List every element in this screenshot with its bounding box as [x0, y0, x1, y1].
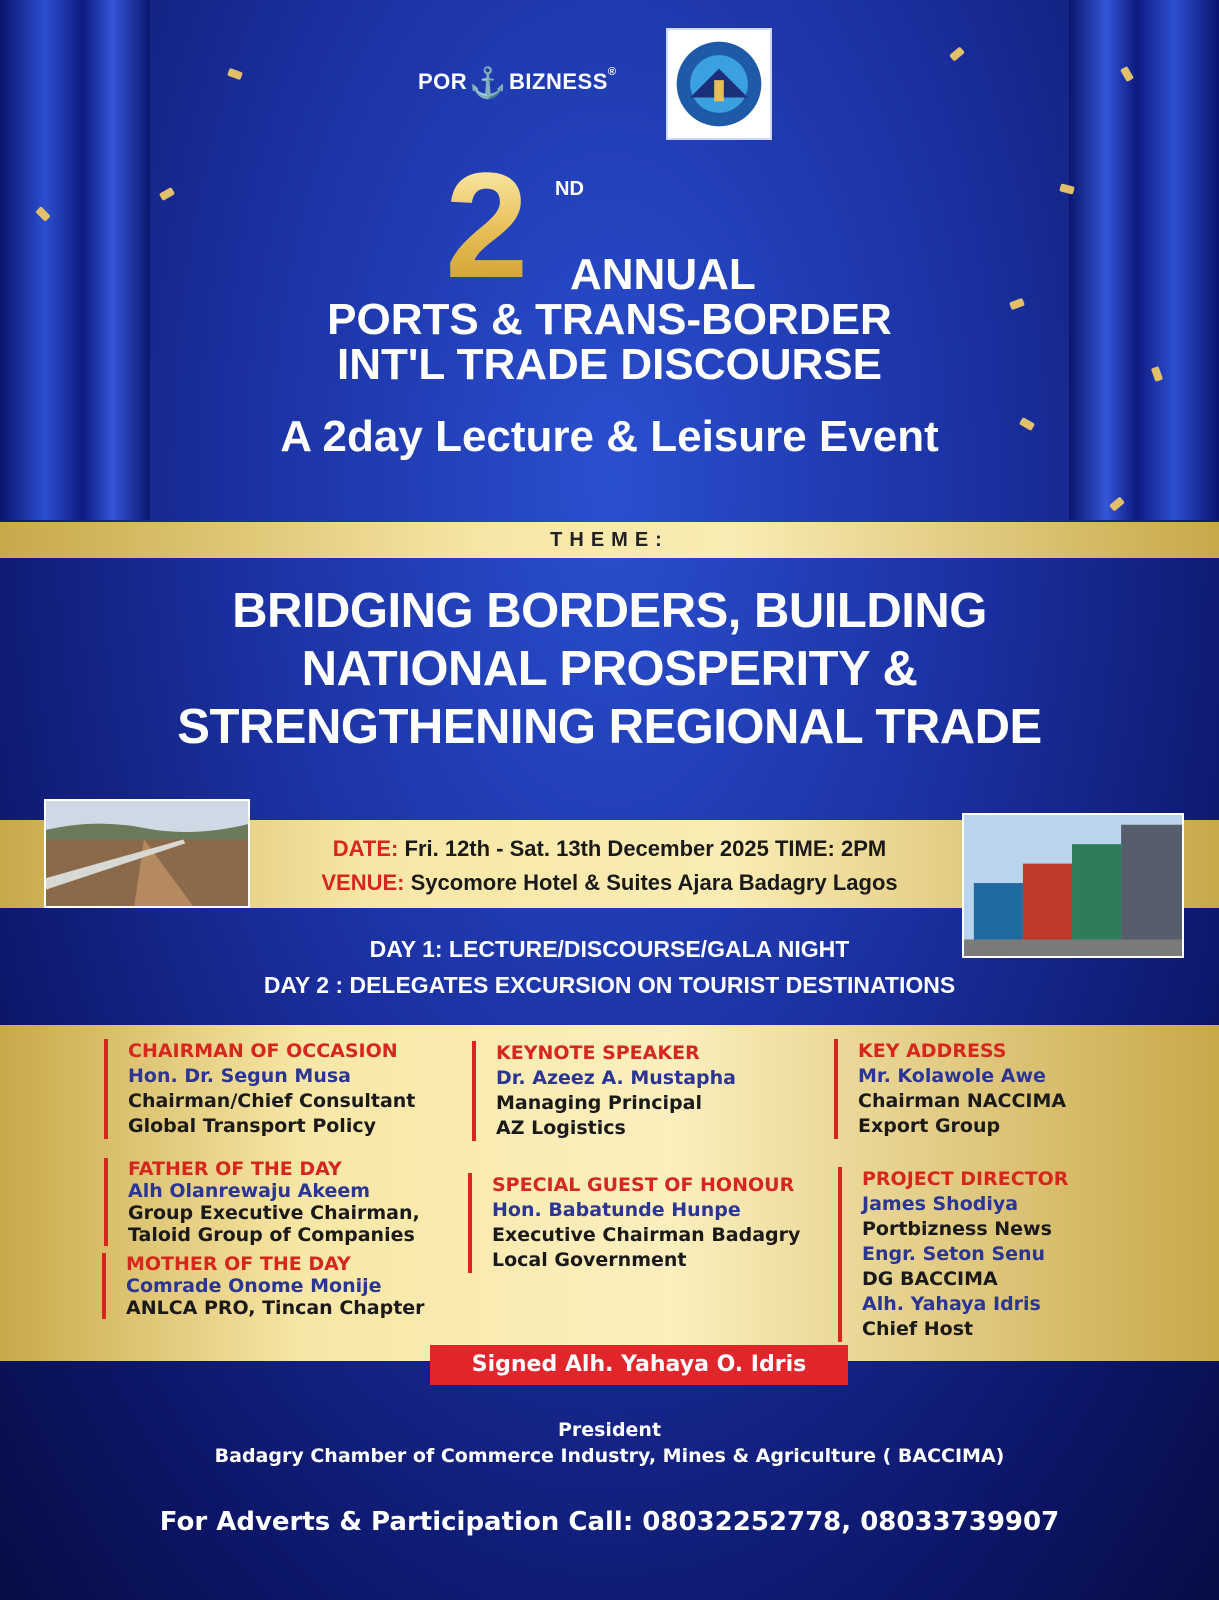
person-title: Global Transport Policy: [128, 1115, 376, 1137]
role-title: MOTHER OF THE DAY: [126, 1253, 351, 1275]
event-subtitle: A 2day Lecture & Leisure Event: [280, 412, 939, 461]
portbizness-logo-left: POR: [418, 69, 468, 94]
day-1-schedule: DAY 1: LECTURE/DISCOURSE/GALA NIGHT: [369, 936, 850, 962]
person-name: Mr. Kolawole Awe: [858, 1065, 1046, 1087]
person-title: Portbizness News: [862, 1218, 1052, 1240]
role-title: FATHER OF THE DAY: [128, 1158, 342, 1180]
role-title: KEYNOTE SPEAKER: [496, 1042, 700, 1064]
person-name: Dr. Azeez A. Mustapha: [496, 1067, 736, 1089]
title-line-1: PORTS & TRANS-BORDER: [327, 295, 892, 344]
border-fence-photo: [44, 799, 250, 908]
venue-value: Sycomore Hotel & Suites Ajara Badagry Lagos: [410, 870, 898, 895]
date-label: DATE:: [332, 836, 399, 861]
theme-label: THEME:: [0, 522, 1219, 558]
keynote-block: [472, 1041, 736, 1141]
person-title: DG BACCIMA: [862, 1268, 998, 1290]
person-title: Taloid Group of Companies: [128, 1224, 415, 1246]
person-title: Chairman/Chief Consultant: [128, 1090, 416, 1112]
theme-line-2: NATIONAL PROSPERITY &: [301, 642, 918, 696]
person-name: Alh Olanrewaju Akeem: [128, 1180, 371, 1202]
logo-row: [0, 28, 1219, 143]
key-address-block: [834, 1039, 1066, 1139]
person-name: Hon. Dr. Segun Musa: [128, 1065, 351, 1087]
annual-label: ANNUAL: [570, 250, 756, 299]
president-label: President: [557, 1419, 662, 1441]
role-title: PROJECT DIRECTOR: [862, 1168, 1069, 1190]
person-title: ANLCA PRO, Tincan Chapter: [126, 1297, 425, 1319]
theme-line-1: BRIDGING BORDERS, BUILDING: [232, 584, 987, 638]
portbizness-logo-right: BIZNESS: [509, 69, 608, 94]
person-title: Group Executive Chairman,: [128, 1202, 420, 1224]
person-name: James Shodiya: [862, 1193, 1019, 1215]
date-value: Fri. 12th - Sat. 13th December 2025 TIME: 2PM: [404, 836, 887, 861]
day-2-schedule: DAY 2 : DELEGATES EXCURSION ON TOURIST DESTINATIONS: [263, 972, 956, 998]
person-name: Alh. Yahaya Idris: [862, 1293, 1041, 1315]
title-line-2: INT'L TRADE DISCOURSE: [336, 340, 882, 389]
person-title: AZ Logistics: [496, 1117, 626, 1139]
person-title: Executive Chairman Badagry: [492, 1224, 801, 1246]
venue-label: VENUE:: [321, 870, 405, 895]
person-title: Chairman NACCIMA: [858, 1090, 1067, 1112]
special-guest-block: [468, 1173, 800, 1273]
person-name: Engr. Seton Senu: [862, 1243, 1046, 1265]
role-title: SPECIAL GUEST OF HONOUR: [492, 1174, 795, 1196]
registered-mark: ®: [607, 66, 617, 78]
speakers-panel: [0, 1025, 1219, 1361]
portbizness-logo: [418, 66, 617, 101]
person-name: Hon. Babatunde Hunpe: [492, 1199, 741, 1221]
father-block: [104, 1158, 420, 1246]
badagry-chamber-of-commerce-logo: [666, 28, 772, 140]
person-title: Local Government: [492, 1249, 687, 1271]
person-name: Comrade Onome Monije: [126, 1275, 382, 1297]
edition-ordinal: ND: [555, 178, 584, 200]
theme-statement: [0, 582, 1219, 756]
person-title: Export Group: [858, 1115, 1001, 1137]
project-director-block: [838, 1167, 1068, 1342]
role-title: CHAIRMAN OF OCCASION: [128, 1040, 398, 1062]
person-title: Managing Principal: [496, 1092, 702, 1114]
anchor-icon: ⚓: [469, 67, 508, 100]
organization-name: Badagry Chamber of Commerce Industry, Mines & Agriculture ( BACCIMA): [214, 1445, 1005, 1467]
signed-by-banner: Signed Alh. Yahaya O. Idris: [430, 1345, 848, 1385]
chairman-block: [104, 1039, 415, 1139]
role-title: KEY ADDRESS: [858, 1040, 1007, 1062]
edition-number: 2: [445, 141, 529, 309]
theme-line-3: STRENGTHENING REGIONAL TRADE: [177, 700, 1042, 754]
person-title: Chief Host: [862, 1318, 974, 1340]
mother-block: [102, 1253, 425, 1319]
signatory-title: [0, 1417, 1219, 1469]
contact-line: For Adverts & Participation Call: 08032252778, 08033739907: [159, 1507, 1060, 1537]
